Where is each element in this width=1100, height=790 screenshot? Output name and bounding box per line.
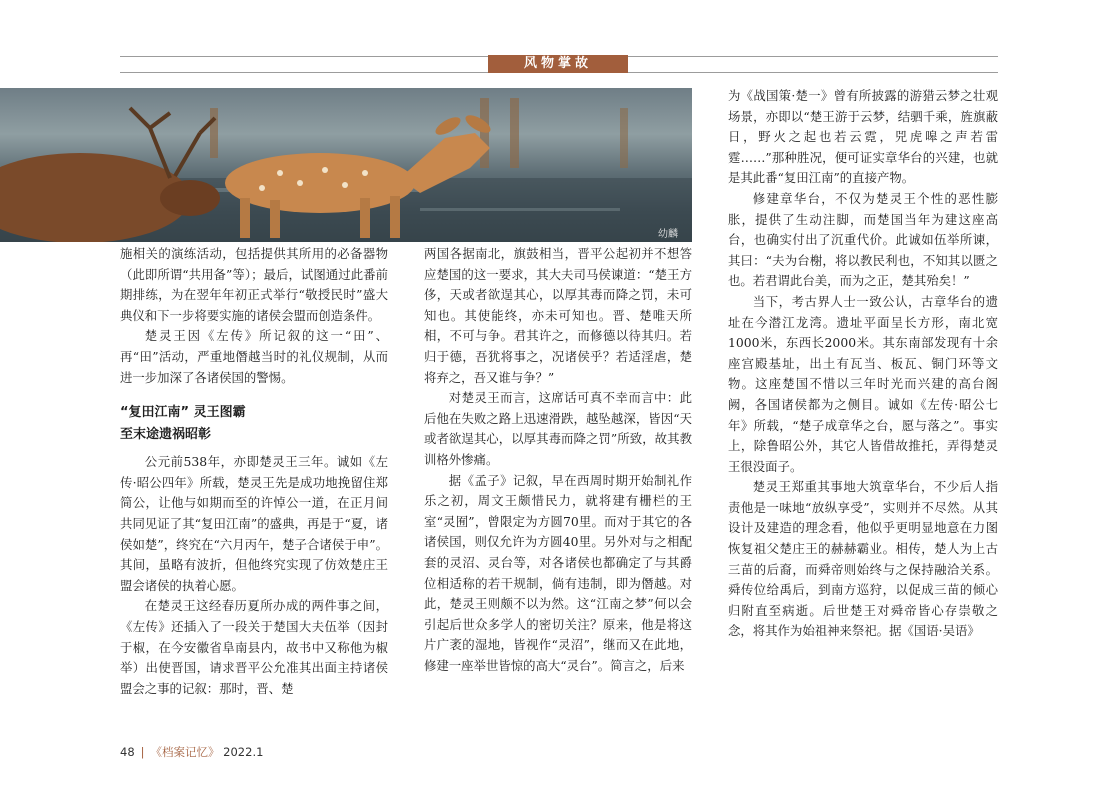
paragraph: 据《孟子》记叙，早在西周时期开始制礼作乐之初，周文王颇惜民力，就将建有栅栏的王室“灵囿”，曾限定为方圆70里。而对于其它的各诸侯国，则仅允许为方圆40里。另外对与之相配套的灵沼、灵台等，对各诸侯也都确定了与其爵位相适称的若干规制，倘有违制，即为僭越。对此，楚灵王则颇不以为然。这“江南之梦”何以会引起后世众多学人的密切关注？原来，他是将这片广袤的湿地，皆视作“灵沼”，继而又在此地，修建一座举世皆惊的高大“灵台”。简言之，后来: [424, 472, 692, 673]
paragraph: 公元前538年，亦即楚灵王三年。诚如《左传·昭公四年》所载，楚灵王先是成功地挽留住郑简公，让他与如期而至的许悼公一道，在正月间共同见证了其“复田江南”的盛典，再是于“夏，诸侯如楚”，终究在“六月丙午，楚子合诸侯于申”。其间，虽略有波折，但他终究实现了仿效楚庄王盟会诸侯的执着心愿。: [120, 454, 388, 593]
paragraph: 楚灵王因《左传》所记叙的这一“田”、再“田”活动，严重地僭越当时的礼仪规制，从而进一步加深了各诸侯国的警惕。: [120, 328, 388, 385]
text-column-1: [120, 244, 388, 699]
photo-credit: 幼麟: [658, 229, 678, 240]
section-subheading: [120, 402, 388, 446]
footer-separator: |: [140, 745, 145, 759]
deer-photo: [0, 88, 692, 242]
deer-illustration: [0, 88, 692, 242]
section-title: 风物掌故: [488, 55, 628, 73]
subheading-line-2: 至末途遗祸昭彰: [120, 427, 212, 443]
paragraph: 为《战国策·楚一》曾有所披露的游猎云梦之壮观场景，亦即以“楚王游于云梦，结驷千乘，旌旗蔽日，野火之起也若云霓，兕虎嗥之声若雷霆……”那种胜况，便可证实章华台的兴建，也就是其此番“复田江南”的直接产物。: [728, 88, 998, 186]
issue-number: 2022.1: [223, 745, 264, 759]
paragraph: 两国各据南北，旗鼓相当，晋平公起初并不想答应楚国的这一要求，其大夫司马侯谏道：“楚王方侈，天或者欲逞其心，以厚其毒而降之罚，未可知也。其使能终，亦未可知也。晋、楚唯天所相，不可与争。君其许之，而修德以待其归。若归于德，吾犹将事之，况诸侯乎？若适淫虐，楚将弃之，吾又谁与争？”: [424, 246, 692, 385]
page-footer: [120, 744, 263, 760]
text-column-2: [424, 244, 692, 676]
paragraph: 楚灵王郑重其事地大筑章华台，不少后人指责他是一味地“放纵享受”，实则并不尽然。从其设计及建造的理念看，他似乎更明显地意在力图恢复祖父楚庄王的赫赫霸业。相传，楚人为上古三苗的后裔，而舜帝则始终与之保持融洽关系。舜传位给禹后，到南方巡狩，以促成三苗的倾心归附直至病逝。后世楚王对舜帝皆心存崇敬之念，将其作为始祖神来祭祀。据《国语·吴语》: [728, 479, 998, 639]
paragraph: 当下，考古界人士一致公认，古章华台的遗址在今潜江龙湾。遗址平面呈长方形，南北宽1000米，东西长2000米。其东南部发现有十余座宫殿基址，出土有瓦当、板瓦、铜门环等文物。这座楚国不惜以三年时光而兴建的高台阁阙，各国诸侯都为之侧目。诚如《左传·昭公七年》所载，“楚子成章华之台，愿与落之”。事实上，除鲁昭公外，其它人皆借故推托，弄得楚灵王很没面子。: [728, 293, 998, 474]
magazine-name: 《档案记忆》: [150, 745, 220, 759]
paragraph: 施相关的演练活动，包括提供其所用的必备器物（此即所谓“共用备”等）；最后，试图通过此番前期排练，为在翌年年初正式举行“敬授民时”盛大典仪和下一步将要实施的诸侯会盟而创造条件。: [120, 246, 388, 323]
paragraph: 对楚灵王而言，这席话可真不幸而言中：此后他在失败之路上迅速滑跌，越坠越深，皆因“天或者欲逞其心，以厚其毒而降之罚”所致，故其教训格外惨痛。: [424, 390, 692, 467]
subheading-line-1: “复田江南” 灵王图霸: [120, 405, 246, 421]
paragraph: 修建章华台，不仅为楚灵王个性的恶性膨胀，提供了生动注脚，而楚国当年为建这座高台，也确实付出了沉重代价。此诚如伍举所谏，其曰：“夫为台榭，将以教民利也，不知其以匮之也。若君谓此台美，而为之正，楚其殆矣！”: [728, 190, 998, 289]
page-number: 48: [120, 745, 135, 759]
text-column-3: [728, 86, 998, 642]
paragraph: 在楚灵王这经春历夏所办成的两件事之间，《左传》还插入了一段关于楚国大夫伍举（因封于椒，在今安徽省阜南县内，故书中又称他为椒举）出使晋国，请求晋平公允准其出面主持诸侯盟会之事的记叙：那时，晋、楚: [120, 598, 388, 696]
